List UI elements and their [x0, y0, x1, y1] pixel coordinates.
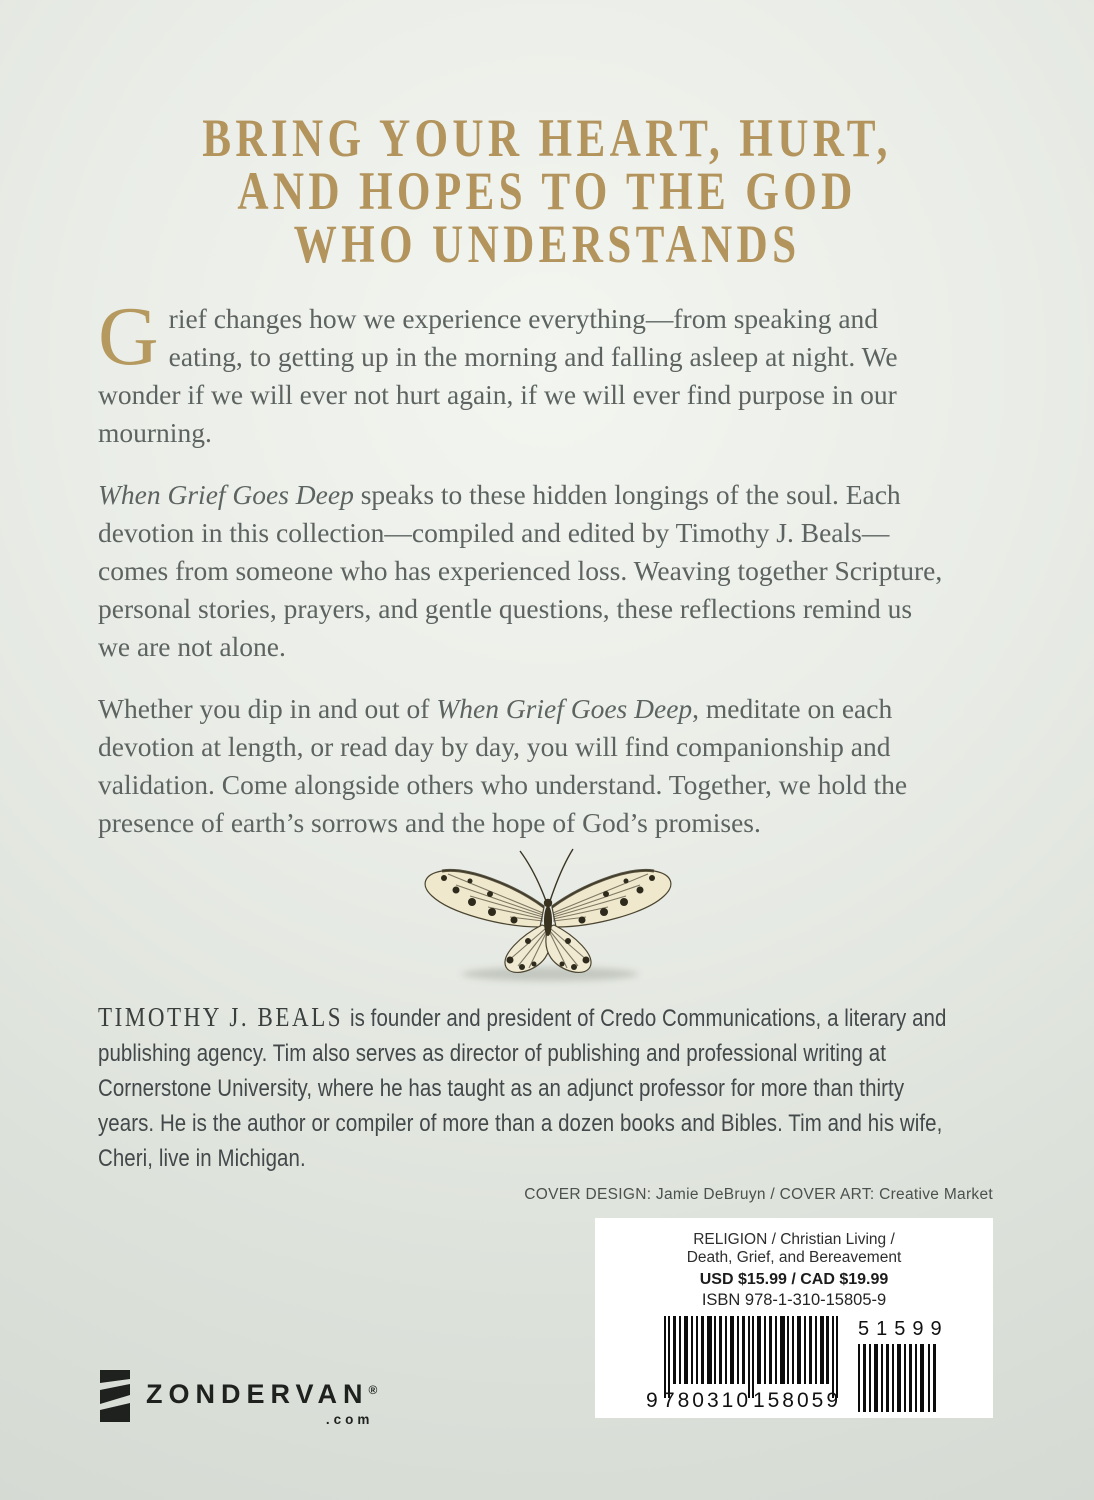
dropcap-letter: G	[98, 290, 159, 383]
isbn-line: ISBN 978-1-310-15805-9	[701, 1291, 887, 1309]
description-paragraph-2	[98, 476, 950, 666]
book-title-italic: When Grief Goes Deep	[436, 693, 693, 724]
paragraph-text: rief changes how we experience everything—from speaking and eating, to getting up in the morning and falling asleep at night. We wonder if we will ever not hurt again, if we will ever find purpose in our mourning.	[98, 303, 898, 448]
publisher-domain: .com	[325, 1412, 374, 1427]
paragraph-text: Whether you dip in and out of	[98, 693, 437, 724]
book-title-italic: When Grief Goes Deep	[98, 479, 354, 510]
ean-digits	[646, 1389, 842, 1413]
barcode-graphics	[595, 1316, 993, 1413]
paragraph-text: , meditate on each devotion at length, or read day by day, you will find companionship and validation. Come alongside others who understand. Together, we hold the presence of earth’s sorrows and the hope of God’s promises.	[98, 693, 908, 838]
book-description	[98, 290, 950, 866]
description-paragraph-3	[98, 690, 950, 842]
author-name: TIMOTHY J. BEALS	[98, 1002, 344, 1032]
tagline	[0, 108, 1094, 274]
butterfly-illustration	[398, 841, 698, 989]
author-bio	[98, 1000, 952, 1176]
ean-digit-group: 780310	[662, 1389, 752, 1412]
category-line: RELIGION / Christian Living /	[693, 1231, 895, 1248]
zondervan-z-icon	[100, 1370, 130, 1422]
ean-check-digit: 9	[646, 1389, 658, 1412]
tagline-line: BRING YOUR HEART, HURT,	[202, 108, 892, 168]
description-paragraph-1	[98, 290, 950, 452]
category-line: Death, Grief, and Bereavement	[686, 1249, 902, 1266]
barcode-panel	[595, 1218, 993, 1418]
addon-digits: 51599	[858, 1318, 949, 1340]
ean-barcode	[646, 1316, 842, 1413]
publisher-wordmark	[146, 1370, 377, 1427]
tagline-line: WHO UNDERSTANDS	[293, 214, 801, 274]
price-line: USD $15.99 / CAD $19.99	[699, 1271, 889, 1288]
addon-barcode-bars	[858, 1344, 938, 1412]
publisher-name: ZONDERVAN	[146, 1379, 369, 1409]
cover-credits: COVER DESIGN: Jamie DeBruyn / COVER ART: Creative Market	[524, 1186, 993, 1203]
paragraph-text: speaks to these hidden longings of the soul. Each devotion in this collection—compiled and edited by Timothy J. Beals—comes from someone who has experienced loss. Weaving together Scripture, personal stories, prayers, and gentle questions, these reflections remind us we are not alone.	[98, 479, 943, 662]
publisher-logo	[100, 1370, 377, 1427]
registered-mark: ®	[368, 1383, 378, 1397]
price-addon-barcode	[858, 1316, 949, 1412]
tagline-line: AND HOPES TO THE GOD	[237, 161, 857, 221]
ean-digit-group: 158059	[752, 1389, 842, 1412]
author-bio-text: is founder and president of Credo Communications, a literary and publishing agency. Tim also serves as director of publishing and professional writing at Cornerstone University, where he has taught as an adjunct professor for more than thirty years. He is the author or compiler of more than a dozen books and Bibles. Tim and his wife, Cheri, live in Michigan.	[98, 1005, 947, 1172]
